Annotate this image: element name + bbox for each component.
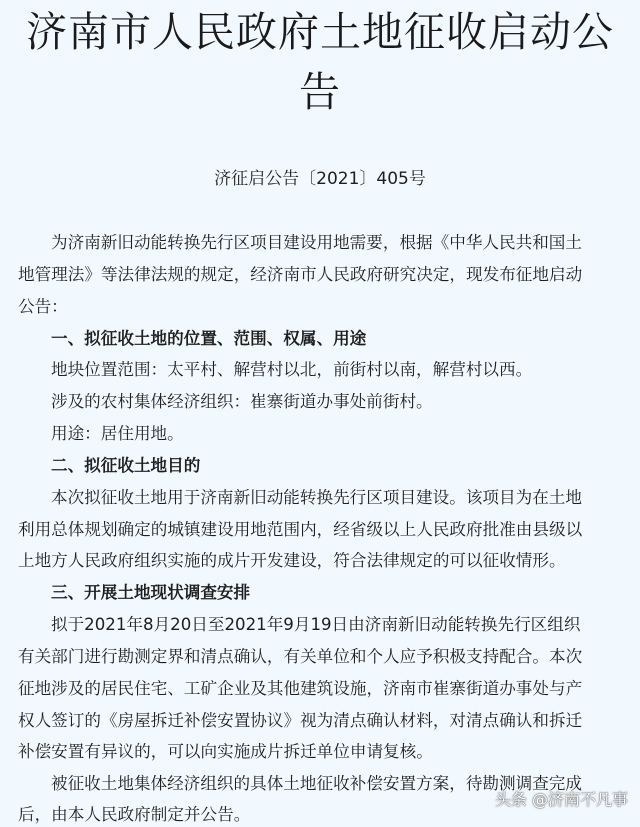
body-line: 本次拟征收土地用于济南新旧动能转换先行区项目建设。该项目为在土地 (51, 488, 582, 507)
body-line: 被征收土地集体经济组织的具体土地征收补偿安置方案，待勘测调查完成 (51, 774, 582, 793)
body-line: 权人签订的《房屋拆迁补偿安置协议》视为清点确认材料，对清点确认和拆迁 (18, 711, 583, 730)
document-number: 济征启公告〔2021〕405号 (214, 169, 426, 189)
title-line-1: 济南市人民政府土地征收启动公 (26, 8, 614, 56)
body-line: 征地涉及的居民住宅、工矿企业及其他建筑设施，济南市崔寨街道办事处与产 (18, 679, 583, 698)
body-line: 公告： (18, 297, 68, 316)
body-line: 补偿安置有异议的，可以向实施成片拆迁单位申请复核。 (18, 742, 433, 761)
body-line: 利用总体规划确定的城镇建设用地范围内，经省级以上人民政府批准由县级以 (18, 520, 583, 539)
body-line: 地块位置范围：太平村、解营村以北，前街村以南，解营村以西。 (51, 360, 533, 379)
body-line: 涉及的农村集体经济组织：崔寨街道办事处前街村。 (51, 392, 433, 411)
body-line: 地管理法》等法律法规的规定，经济南市人民政府研究决定，现发布征地启动 (18, 265, 583, 284)
body-line: 上地方人民政府组织实施的成片开发建设，符合法律规定的可以征收情形。 (18, 551, 566, 570)
body-line: 用途：居住用地。 (51, 424, 184, 443)
body-line: 拟于2021年8月20日至2021年9月19日由济南新旧动能转换先行区组织 (51, 615, 581, 634)
section-heading: 一、拟征收土地的位置、范围、权属、用途 (51, 329, 367, 348)
body-line: 有关部门进行勘测定界和清点确认，有关单位和个人应予积极支持配合。本次 (18, 647, 583, 666)
body-line: 后，由本人民政府制定并公告。 (18, 805, 251, 824)
section-heading: 三、开展土地现状调查安排 (51, 583, 251, 602)
title-line-2: 告 (299, 68, 341, 116)
section-heading: 二、拟征收土地目的 (51, 456, 201, 475)
body-line: 为济南新旧动能转换先行区项目建设用地需要，根据《中华人民共和国土 (51, 233, 582, 252)
source-watermark: 头条 @济南不凡事 (494, 790, 628, 809)
